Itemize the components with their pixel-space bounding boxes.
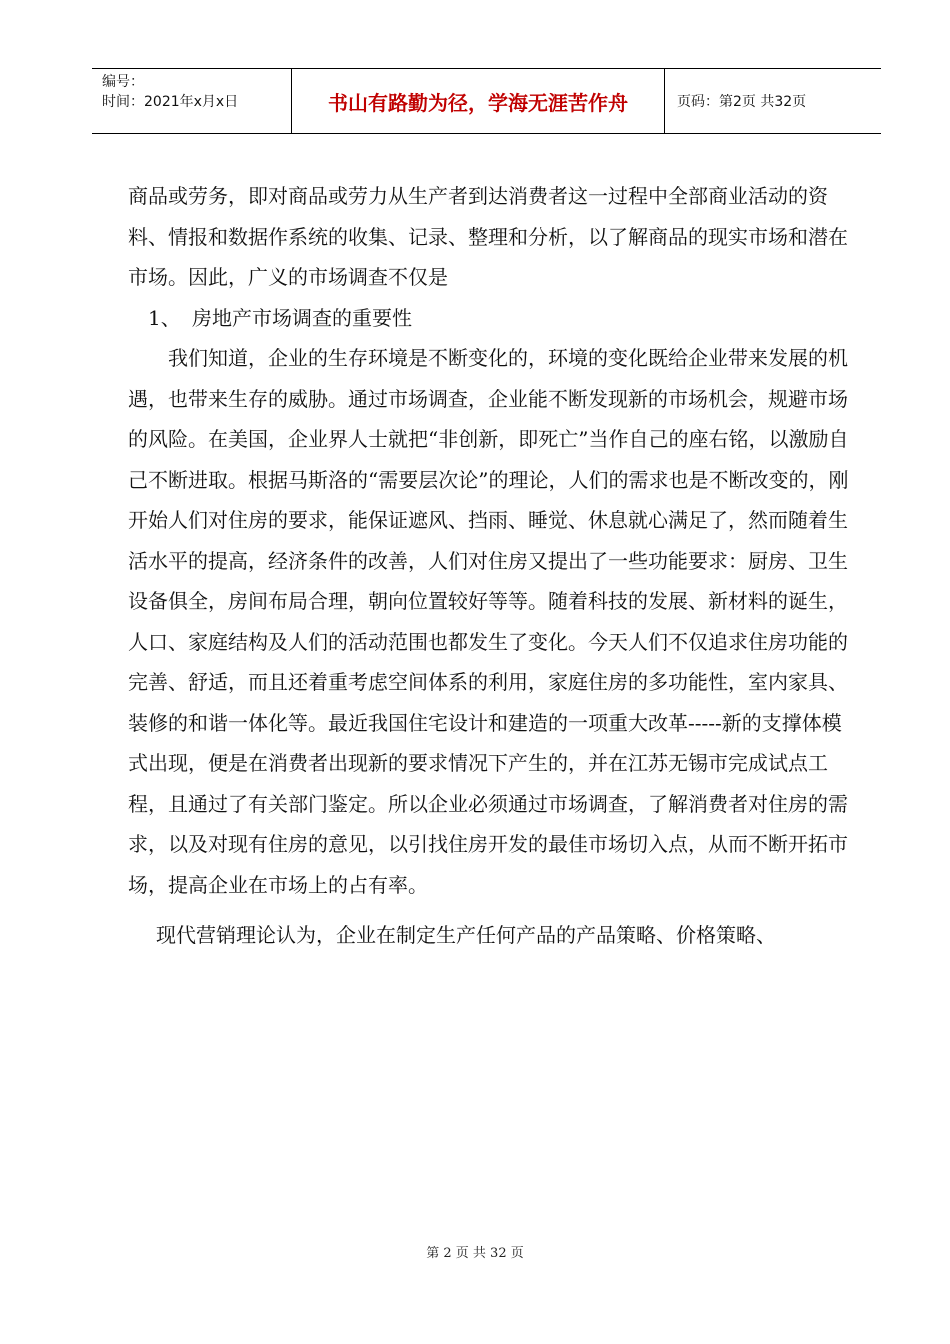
document-body xyxy=(128,176,850,956)
header-meta-cell xyxy=(92,69,292,133)
paragraph-1: 商品或劳务，即对商品或劳力从生产者到达消费者这一过程中全部商业活动的资料、情报和数据作系统的收集、记录、整理和分析，以了解商品的现实市场和潜在市场。因此，广义的市场调查不仅是 xyxy=(128,184,848,289)
section-heading xyxy=(128,298,850,339)
header-table xyxy=(92,68,881,134)
page-footer: 第 2 页 共 32 页 xyxy=(426,1246,524,1261)
section-number: 1、 xyxy=(148,305,181,330)
paragraph-2: 我们知道，企业的生存环境是不断变化的，环境的变化既给企业带来发展的机遇，也带来生存的威胁。通过市场调查，企业能不断发现新的市场机会，规避市场的风险。在美国，企业界人士就把“非创新，即死亡”当作自己的座右铭，以激励自己不断进取。根据马斯洛的“需要层次论”的理论，人们的需求也是不断改变的，刚开始人们对住房的要求，能保证遮风、挡雨、睡觉、休息就心满足了，然而随着生活水平的提高，经济条件的改善，人们对住房又提出了一些功能要求：厨房、卫生设备俱全，房间布局合理，朝向位置较好等等。随着科技的发展、新材料的诞生，人口、家庭结构及人们的活动范围也都发生了变化。今天人们不仅追求住房功能的完善、舒适，而且还着重考虑空间体系的利用，家庭住房的多功能性，室内家具、装修的和谐一体化等。最近我国住宅设计和建造的一项重大改革-----新的支撑体模式出现，便是在消费者出现新的要求情况下产生的，并在江苏无锡市完成试点工程，且通过了有关部门鉴定。所以企业必须通过市场调查，了解消费者对住房的需求，以及对现有住房的意见，以引找住房开发的最佳市场切入点，从而不断开拓市场，提高企业在市场上的占有率。 xyxy=(128,346,849,897)
section-title: 房地产市场调查的重要性 xyxy=(192,305,412,330)
code-label: 编号： xyxy=(102,74,144,90)
time-label: 时间：2021年x月x日 xyxy=(102,94,239,110)
header-motto: 书山有路勤为径，学海无涯苦作舟 xyxy=(292,69,665,133)
paragraph-3: 现代营销理论认为，企业在制定生产任何产品的产品策略、价格策略、 xyxy=(156,923,776,947)
header-page-info: 页码：第2页 共32页 xyxy=(677,94,807,110)
